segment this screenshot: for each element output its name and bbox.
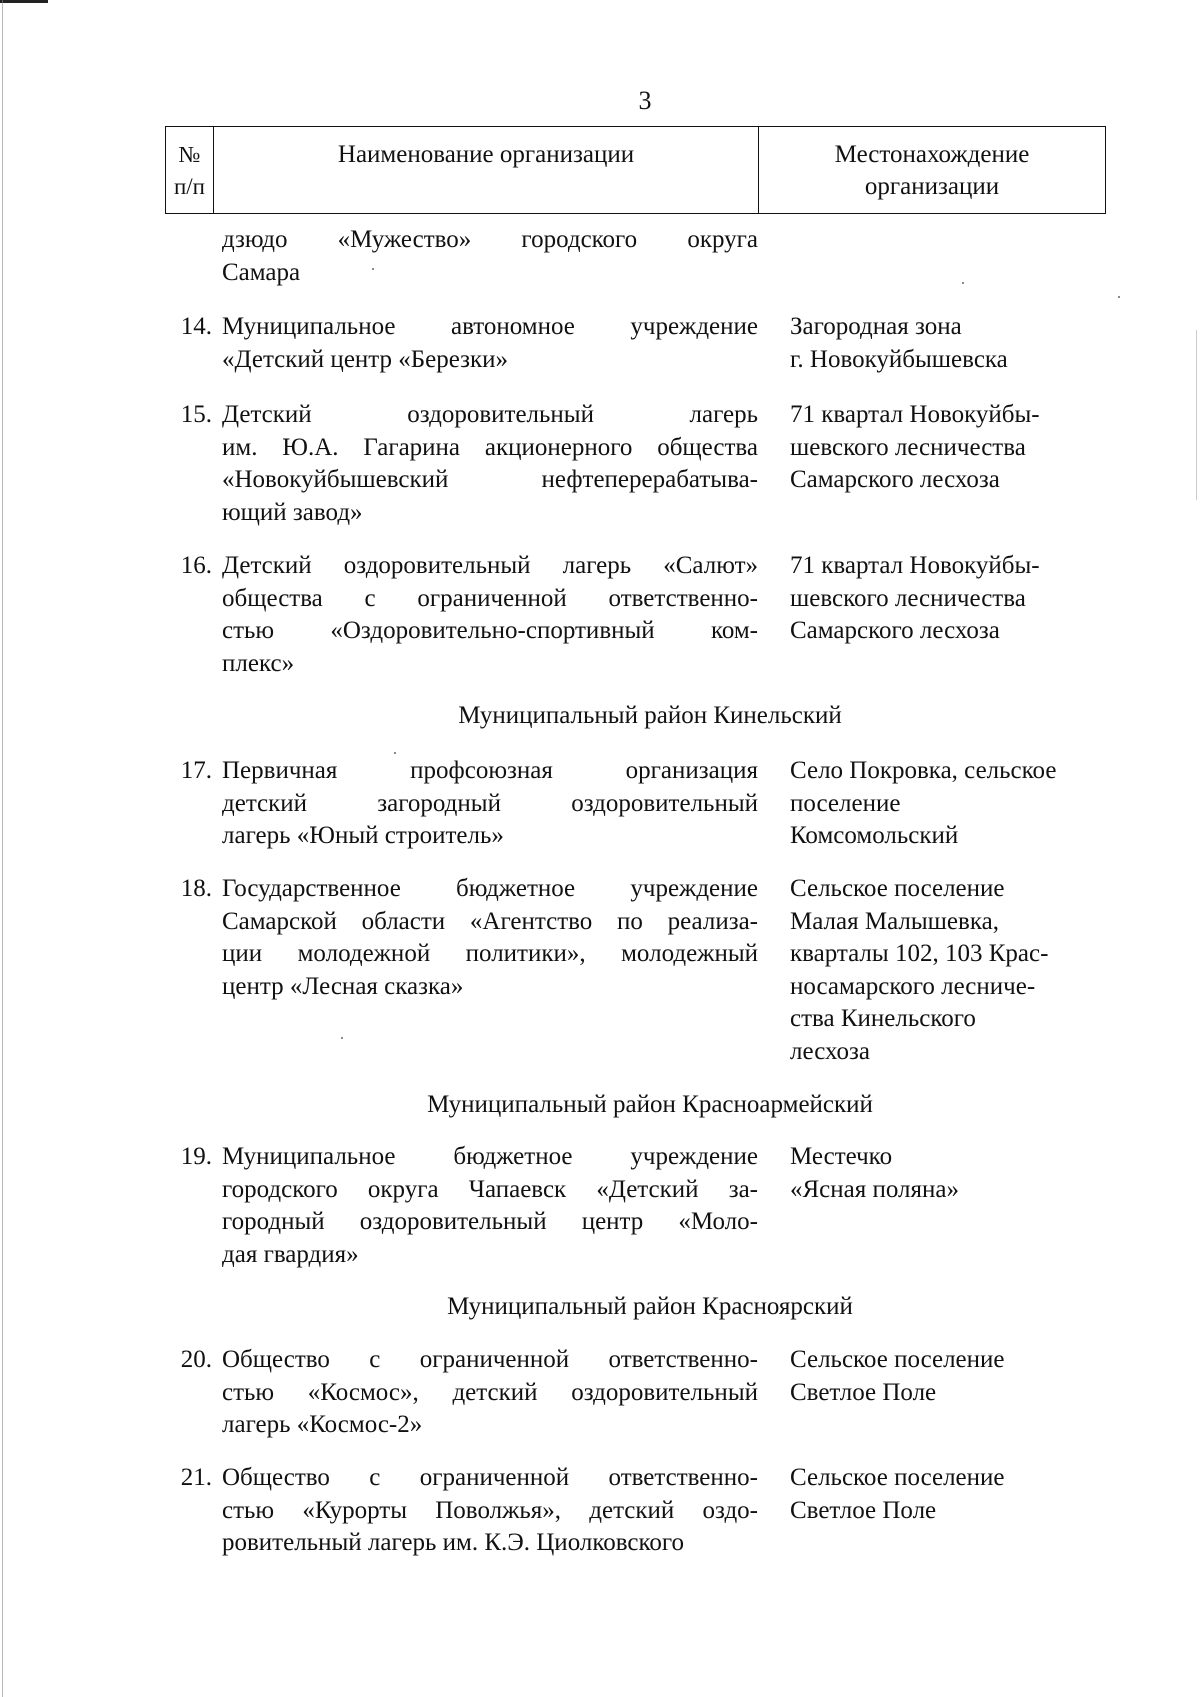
organization-name [222,224,758,289]
row-number: 15. [180,401,212,428]
name-line: Общество с ограниченной ответственно- [222,1464,758,1491]
name-line: Государственное бюджетное учреждение [222,875,758,902]
row-number: 18. [180,875,212,902]
name-line: Детский оздоровительный лагерь [222,401,758,428]
name-line: дая гвардия» [222,1240,359,1268]
name-line: ющий завод» [222,498,363,526]
table-header [165,126,1106,214]
header-location-line2: организации [864,173,1000,200]
row-number: 19. [180,1143,212,1170]
name-line: детский загородный оздоровительный [222,789,758,817]
name-line: общества с ограниченной ответственно- [222,584,758,612]
scan-speck [1118,296,1120,298]
name-line: ровительный лагерь им. К.Э. Циолковского [222,1529,684,1556]
scan-speck [394,752,396,754]
scan-speck [372,268,374,270]
scan-edge-left [2,0,3,1697]
name-line: лагерь «Космос-2» [222,1411,423,1438]
page-number: 3 [638,86,652,115]
name-line: центр «Лесная сказка» [222,972,464,1000]
location-line: Комсомольский [790,822,959,849]
location-line: Сельское поселение [790,1346,1005,1373]
scan-speck [341,1037,343,1039]
location-line: поселение [790,789,901,817]
organization-location [790,755,1110,853]
row-number: 16. [180,552,212,579]
name-line: Детский оздоровительный лагерь «Салют» [222,552,758,579]
location-line: Самарского лесхоза [790,617,1000,644]
organization-location [790,873,1110,1068]
name-line: им. Ю.А. Гагарина акционерного общества [222,433,758,461]
name-line: ции молодежной политики», молодежный [222,940,758,967]
organization-location [790,550,1110,648]
location-line: Сельское поселение [790,875,1005,902]
organization-name [222,873,758,1003]
location-line: 71 квартал Новокуйбы- [790,552,1040,579]
location-line: шевского лесничества [790,433,1026,461]
name-line: плекс» [222,649,295,677]
row-number: 21. [180,1464,212,1491]
location-line: шевского лесничества [790,584,1026,612]
scan-edge-right [1196,330,1197,500]
organization-name [222,1344,758,1442]
name-line: городского округа Чапаевск «Детский за- [222,1175,758,1203]
scan-edge-top [0,0,48,3]
name-line: Общество с ограниченной ответственно- [222,1346,758,1373]
district-heading: Муниципальный район Кинельский [458,702,842,729]
organization-location [790,1462,1110,1527]
name-line: Муниципальное бюджетное учреждение [222,1143,758,1170]
organization-name [222,550,758,680]
location-line: Загородная зона [790,313,962,340]
header-name-label: Наименование организации [337,141,635,168]
name-line: «Новокуйбышевский нефтеперерабатыва- [222,466,758,493]
name-line: Муниципальное автономное учреждение [222,313,758,340]
organization-name [222,755,758,853]
organization-name [222,399,758,529]
organization-location [790,1141,1110,1206]
location-line: «Ясная поляна» [790,1175,959,1203]
location-line: Местечко [790,1143,893,1170]
location-line: кварталы 102, 103 Крас- [790,940,1049,967]
header-number-symbol: № [178,142,201,167]
organization-location [790,311,1110,376]
name-line: Самара [222,258,301,286]
location-line: ства Кинельского [790,1005,976,1032]
district-heading: Муниципальный район Красноармейский [427,1091,873,1118]
location-line: Светлое Поле [790,1378,937,1406]
header-name-column [214,127,759,213]
name-line: городный оздоровительный центр «Моло- [222,1208,758,1235]
organization-name [222,1141,758,1271]
organization-location [790,399,1110,497]
name-line: лагерь «Юный строитель» [222,822,504,849]
header-number-abbrev: п/п [173,174,205,199]
row-number: 14. [180,313,212,340]
location-line: носамарского лесниче- [790,972,1036,1000]
location-line: 71 квартал Новокуйбы- [790,401,1040,428]
organization-location [790,1344,1110,1409]
location-line: Малая Малышевка, [790,907,999,935]
location-line: г. Новокуйбышевска [790,345,1008,373]
location-line: Село Покровка, сельское [790,757,1057,784]
name-line: стью «Курорты Поволжья», детский оздо- [222,1496,758,1524]
name-line: Самарской области «Агентство по реализа- [222,907,758,935]
location-line: лесхоза [790,1037,870,1065]
header-location-column [759,127,1105,213]
name-line: стью «Космос», детский оздоровительный [222,1378,758,1406]
organization-name [222,311,758,376]
row-number: 20. [180,1346,212,1373]
name-line: стью «Оздоровительно-спортивный ком- [222,617,758,644]
row-number: 17. [180,757,212,784]
scan-speck [962,282,964,284]
location-line: Самарского лесхоза [790,466,1000,493]
header-location-line1: Местонахождение [834,141,1030,168]
organization-name [222,1462,758,1560]
header-number-column [166,127,214,213]
name-line: Первичная профсоюзная организация [222,757,758,784]
location-line: Светлое Поле [790,1496,937,1524]
name-line: «Детский центр «Березки» [222,345,509,373]
location-line: Сельское поселение [790,1464,1005,1491]
district-heading: Муниципальный район Красноярский [447,1293,853,1320]
name-line: дзюдо «Мужество» городского округа [222,226,758,253]
